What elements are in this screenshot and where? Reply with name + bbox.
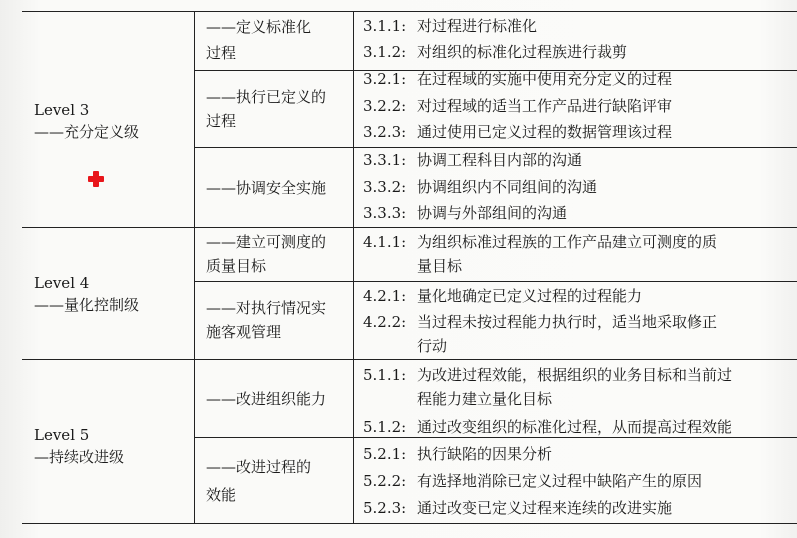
practice-code: 5.1.1:: [363, 366, 407, 384]
practice-code: 3.2.1:: [363, 70, 407, 88]
practice-code: 5.2.1:: [363, 445, 407, 463]
goal-divider: [194, 437, 797, 438]
practice-text: 为改进过程效能，根据组织的业务目标和当前过: [417, 366, 733, 384]
goal-line: 过程: [206, 112, 237, 130]
practice-code: 5.1.2:: [363, 418, 407, 436]
level-name: Level 5: [34, 426, 90, 444]
goal-line: 施客观管理: [206, 323, 282, 341]
column-divider-1: [194, 11, 195, 523]
goal-line: ——对执行情况实: [206, 299, 327, 317]
practice-text: 通过改变组织的标准化过程，从而提高过程效能: [417, 418, 733, 436]
practice-code: 3.1.1:: [363, 17, 407, 35]
practice-code: 3.3.2:: [363, 178, 407, 196]
practice-code: 3.2.2:: [363, 97, 407, 115]
goal-line: 质量目标: [206, 257, 267, 275]
practice-text: 当过程未按过程能力执行时，适当地采取修正: [417, 313, 718, 331]
practice-code: 3.1.2:: [363, 43, 407, 61]
goal-divider: [194, 147, 797, 148]
level-name: Level 4: [34, 274, 90, 292]
practice-text: 通过使用已定义过程的数据管理该过程: [417, 123, 673, 141]
practice-code: 3.2.3:: [363, 123, 407, 141]
red-cross-icon: [88, 171, 104, 187]
level-cell: [34, 99, 139, 143]
level-subtitle: —持续改进级: [34, 448, 125, 466]
table-bottom-rule: [22, 523, 797, 524]
table-top-rule: [22, 11, 797, 12]
level-subtitle: ——量化控制级: [34, 296, 140, 314]
goal-line: ——执行已定义的: [206, 88, 327, 106]
goal-line: ——改进组织能力: [206, 390, 327, 408]
practice-text: 协调组织内不同组间的沟通: [417, 178, 598, 196]
level-divider: [22, 227, 797, 228]
practice-code: 5.2.3:: [363, 499, 407, 517]
column-divider-2: [353, 11, 354, 523]
practice-text: 程能力建立量化目标: [417, 390, 553, 408]
practice-text: 量化地确定已定义过程的过程能力: [417, 287, 643, 305]
practice-text: 有选择地消除已定义过程中缺陷产生的原因: [417, 472, 703, 490]
goal-line: 效能: [206, 486, 237, 504]
practice-text: 协调与外部组间的沟通: [417, 204, 568, 222]
goal-line: 过程: [206, 44, 237, 62]
practice-code: 4.1.1:: [363, 233, 407, 251]
level-cell: [34, 272, 139, 316]
goal-line: ——协调安全实施: [206, 179, 327, 197]
practice-code: 3.3.3:: [363, 204, 407, 222]
practice-code: 4.2.1:: [363, 287, 407, 305]
level-name: Level 3: [34, 101, 90, 119]
level-cell: [34, 424, 124, 468]
practice-text: 对组织的标准化过程族进行裁剪: [417, 43, 628, 61]
level-subtitle: ——充分定义级: [34, 123, 140, 141]
goal-line: ——定义标准化: [206, 18, 312, 36]
practice-text: 行动: [417, 337, 448, 355]
practice-code: 3.3.1:: [363, 151, 407, 169]
practice-text: 为组织标准过程族的工作产品建立可测度的质: [417, 233, 718, 251]
practice-text: 在过程域的实施中使用充分定义的过程: [417, 70, 673, 88]
goal-line: ——改进过程的: [206, 458, 312, 476]
practice-text: 对过程域的适当工作产品进行缺陷评审: [417, 97, 673, 115]
practice-code: 4.2.2:: [363, 313, 407, 331]
practice-code: 5.2.2:: [363, 472, 407, 490]
goal-line: ——建立可测度的: [206, 233, 327, 251]
practice-text: 协调工程科目内部的沟通: [417, 151, 583, 169]
level-divider: [22, 359, 797, 360]
goal-divider: [194, 281, 797, 282]
practice-text: 对过程进行标准化: [417, 17, 538, 35]
practice-text: 执行缺陷的因果分析: [417, 445, 553, 463]
practice-text: 通过改变已定义过程来连续的改进实施: [417, 499, 673, 517]
practice-text: 量目标: [417, 257, 463, 275]
